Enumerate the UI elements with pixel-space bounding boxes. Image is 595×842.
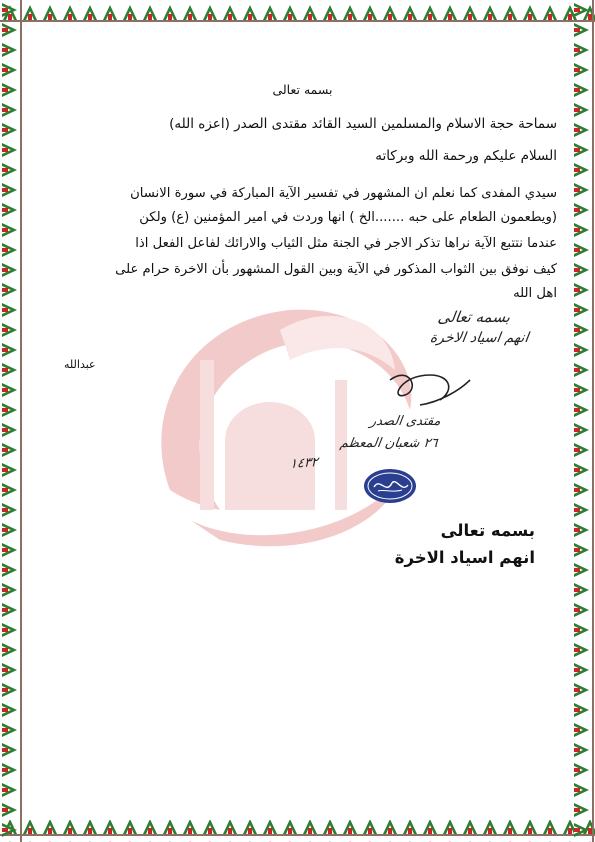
letter-body-line: عندما نتتبع الآية نراها تذكر الاجر في الجنة مثل الثياب والارائك لفاعل الفعل اذا: [135, 236, 557, 251]
letter-signature: عبدالله: [64, 358, 96, 371]
typed-basmala: بسمه تعالى: [440, 521, 535, 540]
handwritten-year: ١٤٣٢: [289, 454, 319, 473]
handwritten-signer: مقتدى الصدر: [368, 414, 442, 429]
handwritten-answer: انهم اسياد الاخرة: [428, 330, 530, 346]
official-seal: [362, 467, 418, 505]
letter-body-line: كيف نوفق بين الثواب المذكور في الآية وبين القول المشهور بأن الاخرة حرام على: [115, 262, 557, 277]
handwritten-date: ٢٦ شعبان المعظم: [338, 436, 439, 451]
letter-body-line: سيدي المفدى كما نعلم ان المشهور في تفسير الآية المباركة في سورة الانسان: [130, 186, 557, 201]
handwritten-basmala: بسمه تعالى: [436, 308, 512, 326]
letter-greeting: السلام عليكم ورحمة الله وبركاته: [375, 148, 557, 164]
letter-body-line: (ويطعمون الطعام على حبه .......الخ ) انها وردت في امير المؤمنين (ع) ولكن: [139, 210, 557, 225]
letter-body-line: اهل الله: [513, 286, 557, 301]
typed-answer: انهم اسياد الاخرة: [394, 548, 535, 567]
signature-flourish: [360, 360, 480, 420]
letter-address: سماحة حجة الاسلام والمسلمين السيد القائد مقتدى الصدر (اعزه الله): [169, 116, 557, 132]
letter-basmala: بسمه تعالى: [272, 82, 333, 97]
